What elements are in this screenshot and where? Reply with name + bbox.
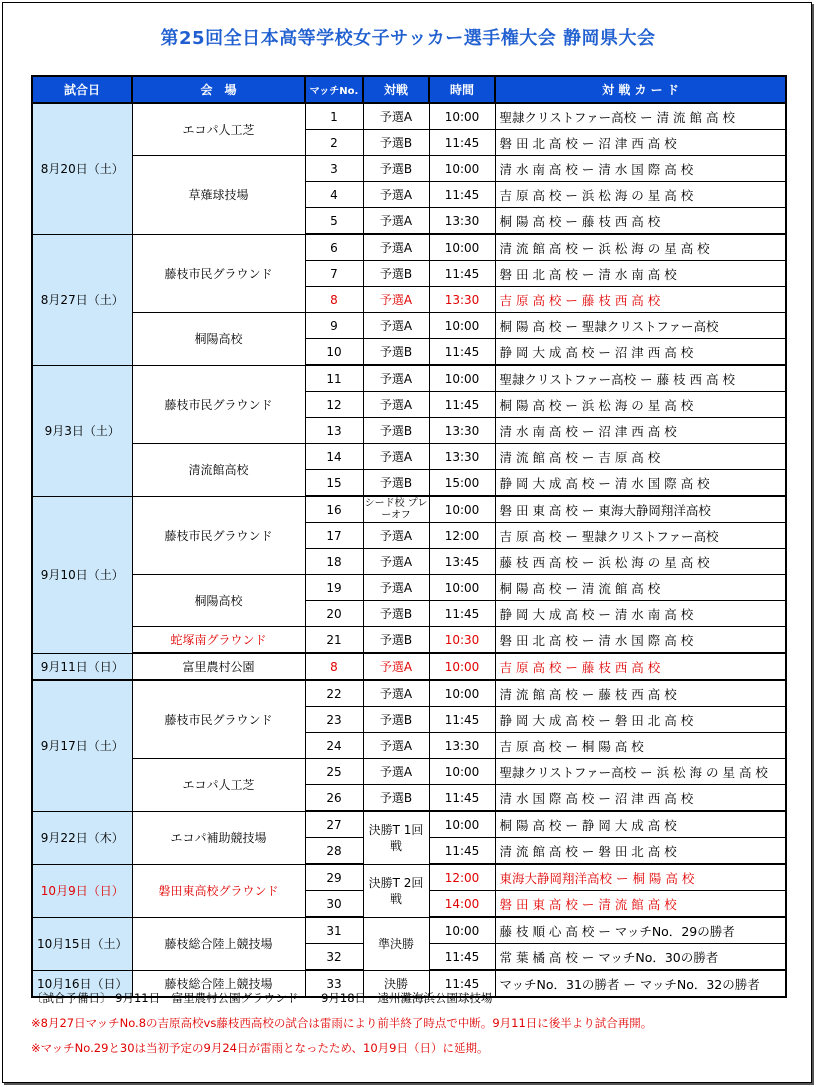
match-no: 25: [305, 759, 363, 785]
schedule-table: [31, 75, 787, 998]
match-type: 予選B: [363, 707, 429, 733]
match-time: 11:45: [429, 970, 495, 997]
match-time: 11:45: [429, 182, 495, 208]
header-card: 対 戦 カ ー ド: [495, 76, 786, 103]
table-row: [32, 627, 786, 654]
match-time: 13:45: [429, 549, 495, 575]
match-date: 9月10日（土）: [32, 496, 132, 653]
table-row: [32, 103, 786, 130]
header-match-no: マッチNo.: [305, 76, 363, 103]
header-venue: 会 場: [132, 76, 305, 103]
match-no: 7: [305, 261, 363, 287]
match-card: 静 岡 大 成 高 校 ー 清 水 国 際 高 校: [495, 470, 786, 497]
table-row: [32, 680, 786, 707]
match-type: 予選A: [363, 653, 429, 680]
match-card: 桐 陽 高 校 ー 藤 枝 西 高 校: [495, 208, 786, 235]
match-type: 決勝T 2回戦: [363, 864, 429, 917]
match-no: 18: [305, 549, 363, 575]
match-type: 予選A: [363, 392, 429, 418]
match-date: 10月9日（日）: [32, 864, 132, 917]
venue: 藤枝総合陸上競技場: [132, 970, 305, 997]
venue: 藤枝総合陸上競技場: [132, 917, 305, 970]
match-time: 11:45: [429, 838, 495, 865]
match-no: 8: [305, 287, 363, 313]
match-type: 予選A: [363, 759, 429, 785]
match-no: 15: [305, 470, 363, 497]
match-no: 22: [305, 680, 363, 707]
match-card: 清 流 館 高 校 ー 藤 枝 西 高 校: [495, 680, 786, 707]
venue: 藤枝市民グラウンド: [132, 234, 305, 313]
match-time: 10:00: [429, 313, 495, 339]
match-card: 清 水 国 際 高 校 ー 沼 津 西 高 校: [495, 785, 786, 812]
match-date: 9月17日（土）: [32, 680, 132, 811]
match-no: 17: [305, 523, 363, 549]
match-time: 14:00: [429, 891, 495, 918]
reserve-days-note: 〔試合予備日〕 9月11日 富里農村公園グラウンド 9月18日 遠州灘海浜公園球技場: [31, 991, 493, 1005]
match-no: 29: [305, 864, 363, 891]
match-card: 磐 田 北 高 校 ー 清 水 国 際 高 校: [495, 627, 786, 654]
match-type: 予選A: [363, 103, 429, 130]
match-time: 11:45: [429, 944, 495, 971]
table-row: [32, 365, 786, 392]
match-time: 12:00: [429, 864, 495, 891]
match-time: 13:30: [429, 418, 495, 444]
match-no: 2: [305, 130, 363, 156]
match-time: 11:45: [429, 601, 495, 627]
match-time: 10:00: [429, 759, 495, 785]
match-no: 6: [305, 234, 363, 261]
match-time: 11:45: [429, 339, 495, 366]
match-card: 磐 田 東 高 校 ー 東海大静岡翔洋高校: [495, 496, 786, 523]
match-time: 10:00: [429, 156, 495, 182]
match-card: 聖隷クリストファー高校 ー 藤 枝 西 高 校: [495, 365, 786, 392]
match-time: 10:00: [429, 365, 495, 392]
venue: 草薙球技場: [132, 156, 305, 235]
venue: 清流館高校: [132, 444, 305, 497]
match-time: 11:45: [429, 785, 495, 812]
match-card: 吉 原 高 校 ー 桐 陽 高 校: [495, 733, 786, 759]
page-title: 第25回全日本高等学校女子サッカー選手権大会 静岡県大会: [160, 28, 656, 49]
match-card: 磐 田 北 高 校 ー 清 水 南 高 校: [495, 261, 786, 287]
match-no: 10: [305, 339, 363, 366]
match-type: 予選B: [363, 261, 429, 287]
match-type: 準決勝: [363, 917, 429, 970]
venue: 富里農村公園: [132, 653, 305, 680]
match-card: 静 岡 大 成 高 校 ー 磐 田 北 高 校: [495, 707, 786, 733]
match-no: 5: [305, 208, 363, 235]
venue: 藤枝市民グラウンド: [132, 496, 305, 575]
match-card: 清 流 館 高 校 ー 浜 松 海 の 星 高 校: [495, 234, 786, 261]
match-type: 予選A: [363, 208, 429, 235]
match-no: 9: [305, 313, 363, 339]
match-no: 30: [305, 891, 363, 918]
match-time: 13:30: [429, 208, 495, 235]
match-type: 予選B: [363, 627, 429, 654]
match-card: 磐 田 北 高 校 ー 沼 津 西 高 校: [495, 130, 786, 156]
match-time: 13:30: [429, 287, 495, 313]
match-type: 予選B: [363, 156, 429, 182]
match-time: 12:00: [429, 523, 495, 549]
match-card: 磐 田 東 高 校 ー 清 流 館 高 校: [495, 891, 786, 918]
match-no: 8: [305, 653, 363, 680]
venue: 桐陽高校: [132, 575, 305, 627]
match-type: シード校 プレーオフ: [364, 497, 428, 521]
match-time: 10:00: [429, 103, 495, 130]
match-no: 13: [305, 418, 363, 444]
match-time: 10:00: [429, 653, 495, 680]
match-time: 15:00: [429, 470, 495, 497]
match-time: 10:00: [429, 680, 495, 707]
match-no: 24: [305, 733, 363, 759]
match-type: 予選B: [363, 339, 429, 366]
match-card: 清 水 南 高 校 ー 沼 津 西 高 校: [495, 418, 786, 444]
table-row: [32, 759, 786, 785]
match-time: 10:00: [429, 575, 495, 601]
postponement-note: ※マッチNo.29と30は当初予定の9月24日が雷雨となったため、10月9日（日）に延期。: [31, 1041, 489, 1055]
match-time: 11:45: [429, 261, 495, 287]
match-type: 予選B: [363, 601, 429, 627]
venue: エコパ補助競技場: [132, 811, 305, 864]
match-time: 11:45: [429, 707, 495, 733]
match-date: 8月27日（土）: [32, 234, 132, 365]
match-time: 11:45: [429, 392, 495, 418]
match-card: 桐 陽 高 校 ー 聖隷クリストファー高校: [495, 313, 786, 339]
match-card: 桐 陽 高 校 ー 浜 松 海 の 星 高 校: [495, 392, 786, 418]
match-type: 予選A: [363, 444, 429, 470]
match-time: 10:00: [429, 811, 495, 838]
venue: 藤枝市民グラウンド: [132, 365, 305, 444]
match-no: 4: [305, 182, 363, 208]
match-date: 10月15日（土）: [32, 917, 132, 970]
table-row: [32, 575, 786, 601]
match-no: 26: [305, 785, 363, 812]
match-type: 予選B: [363, 130, 429, 156]
match-card: 聖隷クリストファー高校 ー 清 流 館 高 校: [495, 103, 786, 130]
match-date: 10月16日（日）: [32, 970, 132, 997]
table-row: [32, 496, 786, 523]
match-type: 予選A: [363, 680, 429, 707]
match-date: 9月22日（木）: [32, 811, 132, 864]
match-card: 吉 原 高 校 ー 藤 枝 西 高 校: [495, 653, 786, 680]
match-no: 32: [305, 944, 363, 971]
table-row: [32, 444, 786, 470]
match-card: 藤 枝 西 高 校 ー 浜 松 海 の 星 高 校: [495, 549, 786, 575]
match-time: 13:30: [429, 444, 495, 470]
match-type: 予選A: [363, 523, 429, 549]
table-row: [32, 156, 786, 182]
match-type: 決勝T 1回戦: [363, 811, 429, 864]
match-no: 1: [305, 103, 363, 130]
match-card: 藤 枝 順 心 高 校 ー マッチNo．29の勝者: [495, 917, 786, 944]
match-time: 13:30: [429, 733, 495, 759]
match-card: 東海大静岡翔洋高校 ー 桐 陽 高 校: [495, 864, 786, 891]
match-time: 11:45: [429, 130, 495, 156]
venue: 蛇塚南グラウンド: [132, 627, 305, 654]
table-row: [32, 313, 786, 339]
match-date: 9月11日（日）: [32, 653, 132, 680]
table-row: [32, 917, 786, 944]
match-no: 11: [305, 365, 363, 392]
venue: 磐田東高校グラウンド: [132, 864, 305, 917]
match-type: 予選A: [363, 313, 429, 339]
header-row: [32, 76, 786, 103]
match-type: 予選B: [363, 418, 429, 444]
match-type: 予選A: [363, 575, 429, 601]
table-row: [32, 653, 786, 680]
match-no: 33: [305, 970, 363, 997]
table-row: [32, 811, 786, 838]
match-no: 31: [305, 917, 363, 944]
header-time: 時間: [429, 76, 495, 103]
match-time: 10:00: [429, 496, 495, 523]
match-no: 14: [305, 444, 363, 470]
match-time: 10:30: [429, 627, 495, 654]
match-no: 21: [305, 627, 363, 654]
match-date: 8月20日（土）: [32, 103, 132, 234]
suspension-note: ※8月27日マッチNo.8の吉原高校vs藤枝西高校の試合は雷雨により前半終了時点で中断。9月11日に後半より試合再開。: [31, 1016, 653, 1030]
match-card: 清 流 館 高 校 ー 吉 原 高 校: [495, 444, 786, 470]
match-no: 19: [305, 575, 363, 601]
match-time: 10:00: [429, 917, 495, 944]
match-type: 予選A: [363, 549, 429, 575]
match-card: 聖隷クリストファー高校 ー 浜 松 海 の 星 高 校: [495, 759, 786, 785]
match-type: 予選B: [363, 785, 429, 812]
match-type: 予選A: [363, 182, 429, 208]
match-type: 予選B: [363, 470, 429, 497]
match-type: 予選A: [363, 287, 429, 313]
match-card: 桐 陽 高 校 ー 清 流 館 高 校: [495, 575, 786, 601]
header-type: 対戦: [363, 76, 429, 103]
match-date: 9月3日（土）: [32, 365, 132, 496]
venue: 桐陽高校: [132, 313, 305, 366]
match-no: 23: [305, 707, 363, 733]
match-time: 10:00: [429, 234, 495, 261]
match-no: 20: [305, 601, 363, 627]
match-no: 28: [305, 838, 363, 865]
match-type: 予選A: [363, 234, 429, 261]
match-card: 吉 原 高 校 ー 藤 枝 西 高 校: [495, 287, 786, 313]
match-card: 吉 原 高 校 ー 浜 松 海 の 星 高 校: [495, 182, 786, 208]
match-card: 清 流 館 高 校 ー 磐 田 北 高 校: [495, 838, 786, 865]
venue: エコパ人工芝: [132, 759, 305, 812]
venue: 藤枝市民グラウンド: [132, 680, 305, 759]
match-no: 27: [305, 811, 363, 838]
match-no: 3: [305, 156, 363, 182]
match-no: 16: [305, 496, 363, 523]
match-card: 静 岡 大 成 高 校 ー 沼 津 西 高 校: [495, 339, 786, 366]
table-row: [32, 234, 786, 261]
match-card: 常 葉 橘 高 校 ー マッチNo．30の勝者: [495, 944, 786, 971]
match-card: 静 岡 大 成 高 校 ー 清 水 南 高 校: [495, 601, 786, 627]
match-type: 予選A: [363, 733, 429, 759]
schedule-body: [32, 103, 786, 997]
venue: エコパ人工芝: [132, 103, 305, 156]
header-date: 試合日: [32, 76, 132, 103]
match-type: 予選A: [363, 365, 429, 392]
match-card: 桐 陽 高 校 ー 静 岡 大 成 高 校: [495, 811, 786, 838]
match-card: 清 水 南 高 校 ー 清 水 国 際 高 校: [495, 156, 786, 182]
match-card: 吉 原 高 校 ー 聖隷クリストファー高校: [495, 523, 786, 549]
table-row: [32, 864, 786, 891]
match-type: 決勝: [363, 970, 429, 997]
match-card: マッチNo．31の勝者 ー マッチNo．32の勝者: [495, 970, 786, 997]
match-no: 12: [305, 392, 363, 418]
